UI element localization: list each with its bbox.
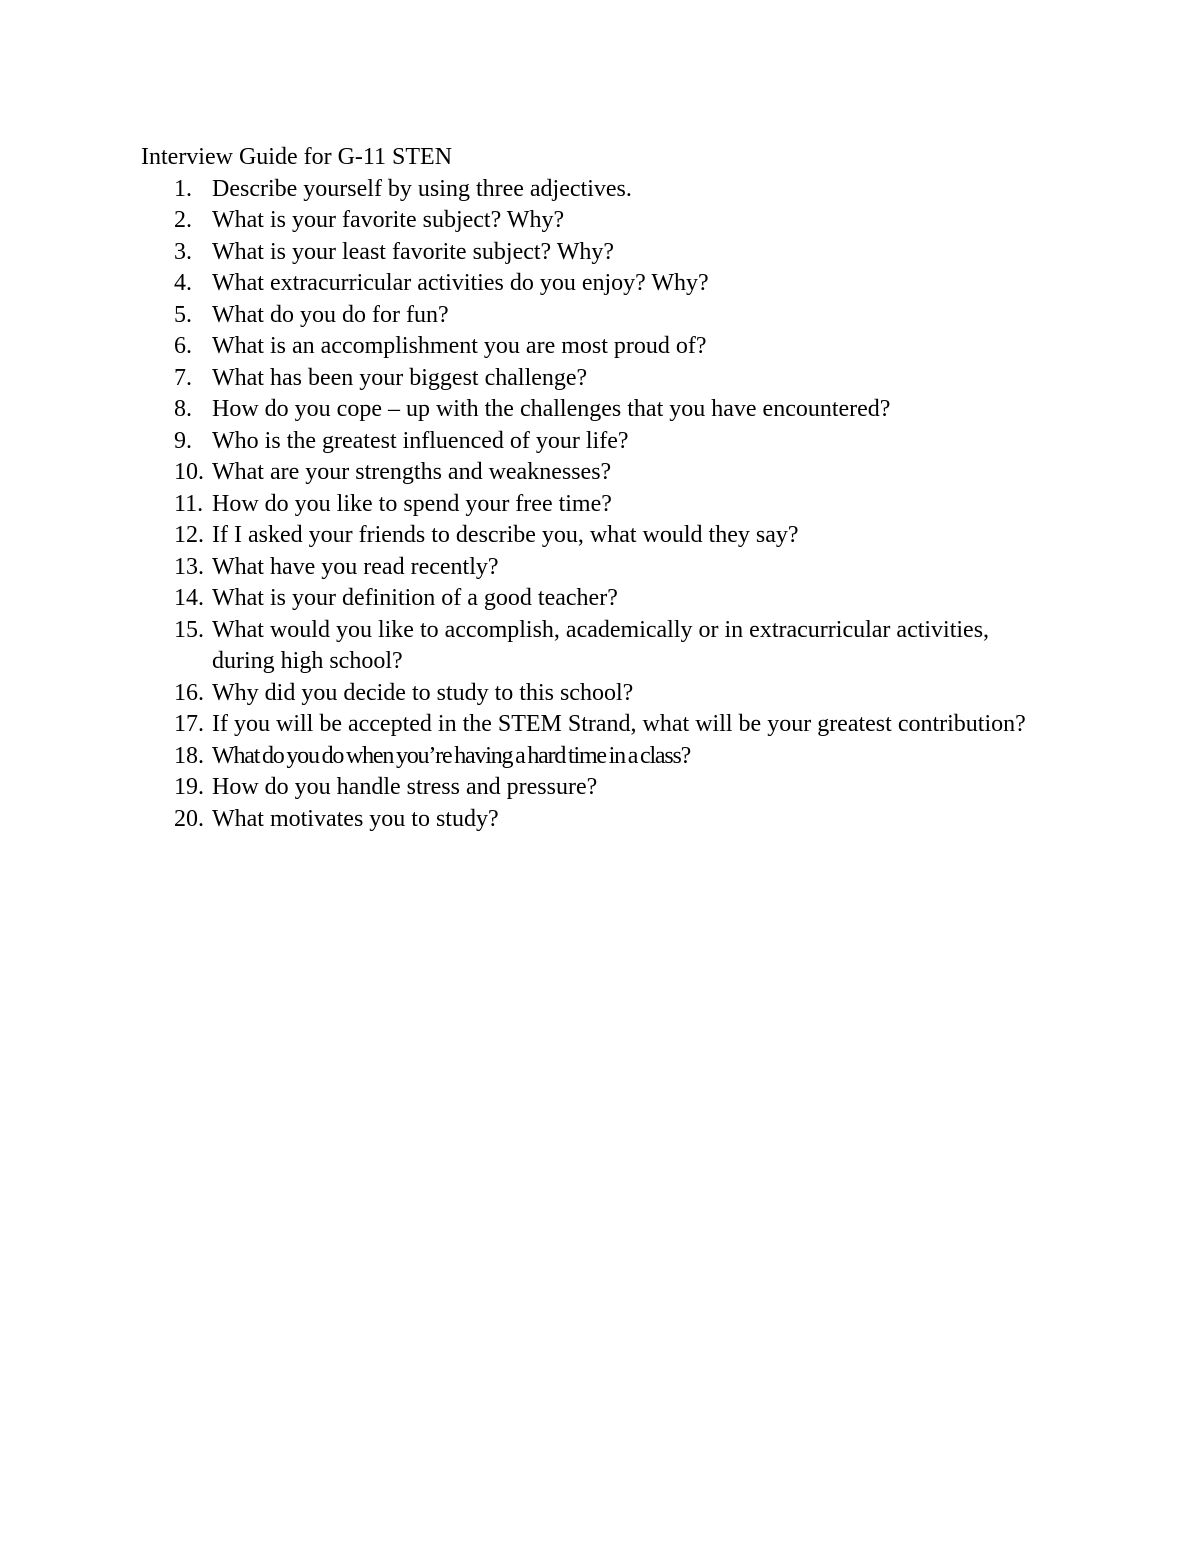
question-text: If I asked your friends to describe you, what would they say?: [212, 522, 799, 548]
question-number: 8.: [174, 396, 192, 422]
document-body: [141, 142, 1041, 835]
question-text: How do you like to spend your free time?: [212, 490, 612, 517]
question-item-17: [141, 709, 1032, 741]
question-text: What extracurricular activities do you enjoy? Why?: [212, 270, 709, 296]
question-text: What is an accomplishment you are most proud of?: [212, 333, 707, 359]
question-number: 19.: [174, 774, 204, 800]
question-item-16: [141, 678, 1032, 710]
question-number: 10.: [174, 459, 204, 485]
question-item-6: [141, 331, 1032, 363]
question-text: Why did you decide to study to this school?: [212, 679, 634, 706]
question-item-1: [141, 174, 1032, 206]
question-number: 6.: [174, 333, 192, 359]
question-item-18: [141, 741, 1032, 773]
question-item-19: [141, 772, 1032, 804]
question-text: Describe yourself by using three adjectives.: [212, 175, 632, 202]
question-item-8: [141, 394, 1032, 426]
question-item-4: [141, 268, 1032, 300]
question-number: 16.: [174, 679, 204, 706]
question-number: 20.: [174, 805, 204, 832]
question-number: 18.: [174, 742, 204, 769]
question-text: If you will be accepted in the STEM Strand, what will be your greatest contribution?: [212, 711, 1026, 737]
question-text: What is your favorite subject? Why?: [212, 207, 565, 233]
document-title: Interview Guide for G-11 STEN: [141, 144, 453, 170]
question-number: 4.: [174, 270, 192, 296]
question-number: 9.: [174, 427, 192, 454]
question-text: What has been your biggest challenge?: [212, 364, 588, 391]
question-item-15: [141, 615, 1032, 678]
question-text: Who is the greatest influenced of your life?: [212, 427, 629, 454]
question-number: 17.: [174, 711, 204, 737]
question-item-20: [141, 804, 1032, 836]
question-text: What motivates you to study?: [212, 805, 499, 832]
question-number: 3.: [174, 238, 192, 265]
question-number: 2.: [174, 207, 192, 233]
question-item-13: [141, 552, 1032, 584]
question-text: How do you handle stress and pressure?: [212, 774, 598, 800]
question-text: What are your strengths and weaknesses?: [212, 459, 612, 485]
question-item-14: [141, 583, 1032, 615]
question-number: 15.: [174, 616, 204, 643]
question-text: What do you do for fun?: [212, 301, 449, 328]
question-list: [141, 174, 1041, 836]
question-text: How do you cope – up with the challenges that you have encountered?: [212, 396, 891, 422]
question-text: What have you read recently?: [212, 553, 499, 580]
question-item-5: [141, 300, 1032, 332]
question-number: 13.: [174, 553, 204, 580]
question-number: 7.: [174, 364, 192, 391]
question-item-2: [141, 205, 1032, 237]
question-number: 5.: [174, 301, 192, 328]
question-item-9: [141, 426, 1032, 458]
question-item-7: [141, 363, 1032, 395]
question-item-11: [141, 489, 1032, 521]
question-text: What do you do when you’re having a hard time in a class?: [212, 742, 691, 769]
question-item-12: [141, 520, 1032, 552]
question-text: What is your definition of a good teacher?: [212, 585, 618, 611]
question-text: What would you like to accomplish, academically or in extracurricular activities, during high school?: [212, 616, 990, 674]
question-number: 11.: [174, 490, 204, 517]
question-text: What is your least favorite subject? Why?: [212, 238, 615, 265]
question-item-10: [141, 457, 1032, 489]
question-number: 1.: [174, 175, 192, 202]
question-number: 12.: [174, 522, 204, 548]
question-number: 14.: [174, 585, 204, 611]
question-item-3: [141, 237, 1032, 269]
